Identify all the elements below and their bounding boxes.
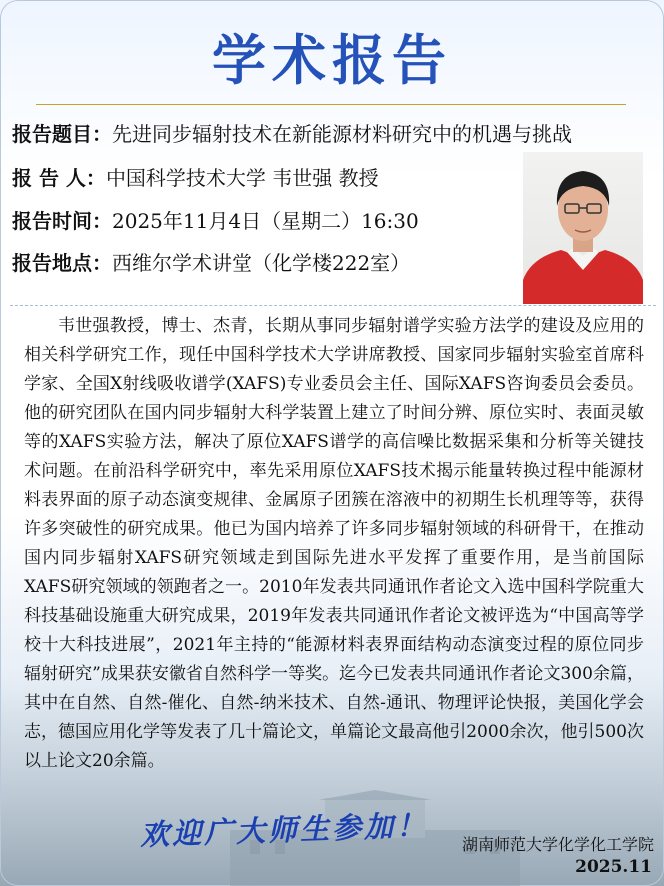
- issue-date: 2025.11: [575, 857, 652, 877]
- place-value: 西维尔学术讲堂（化学楼222室）: [112, 251, 411, 275]
- speaker-label: 报 告 人：: [12, 166, 106, 190]
- section-divider: [10, 305, 656, 306]
- poster-title: 学术报告: [212, 29, 452, 92]
- welcome-banner: 欢迎广大师生参加！: [139, 807, 429, 853]
- topic-value: 先进同步辐射技术在新能源材料研究中的机遇与挑战: [112, 122, 572, 146]
- time-label: 报告时间：: [12, 209, 112, 233]
- topic-label: 报告题目：: [12, 122, 112, 146]
- organizer: 湖南师范大学化学化工学院: [461, 835, 654, 854]
- speaker-photo: [523, 152, 643, 304]
- speaker-value: 中国科学技术大学 韦世强 教授: [105, 166, 379, 190]
- place-row: [12, 245, 410, 281]
- topic-row: [12, 116, 572, 152]
- place-label: 报告地点：: [12, 251, 112, 275]
- speaker-portrait-icon: [523, 152, 643, 304]
- speaker-row: [12, 160, 379, 196]
- time-row: [12, 203, 419, 239]
- title-divider: [36, 104, 626, 105]
- speaker-bio: 韦世强教授，博士、杰青，长期从事同步辐射谱学实验方法学的建设及应用的相关科学研究工作，现任中国科学技术大学讲席教授、国家同步辐射实验室首席科学家、全国X射线吸收谱学(XAFS)专业委员会主任、国际XAFS咨询委员会委员。他的研究团队在国内同步辐射大科学装置上建立了时间分辨、原位实时、表面灵敏等的XAFS实验方法，解决了原位XAFS谱学的高信噪比数据采集和分析等关键技术问题。在前沿科学研究中，率先采用原位XAFS技术揭示能量转换过程中能源材料表界面的原子动态演变规律、金属原子团簇在溶液中的初期生长机理等等，获得许多突破性的研究成果。他已为国内培养了许多同步辐射领域的科研骨干，在推动国内同步辐射XAFS研究领域走到国际先进水平发挥了重要作用，是当前国际XAFS研究领域的领跑者之一。2010年发表共同通讯作者论文入选中国科学院重大科技基础设施重大研究成果，2019年发表共同通讯作者论文被评选为“中国高等学校十大科技进展”，2021年主持的“能源材料表界面结构动态演变过程的原位同步辐射研究”成果获安徽省自然科学一等奖。迄今已发表共同通讯作者论文300余篇，其中在自然、自然-催化、自然-纳米技术、自然-通讯、物理评论快报，美国化学会志，德国应用化学等发表了几十篇论文，单篇论文最高他引2000余次，他引500次以上论文20余篇。: [24, 316, 644, 771]
- time-value: 2025年11月4日（星期二）16:30: [112, 209, 419, 233]
